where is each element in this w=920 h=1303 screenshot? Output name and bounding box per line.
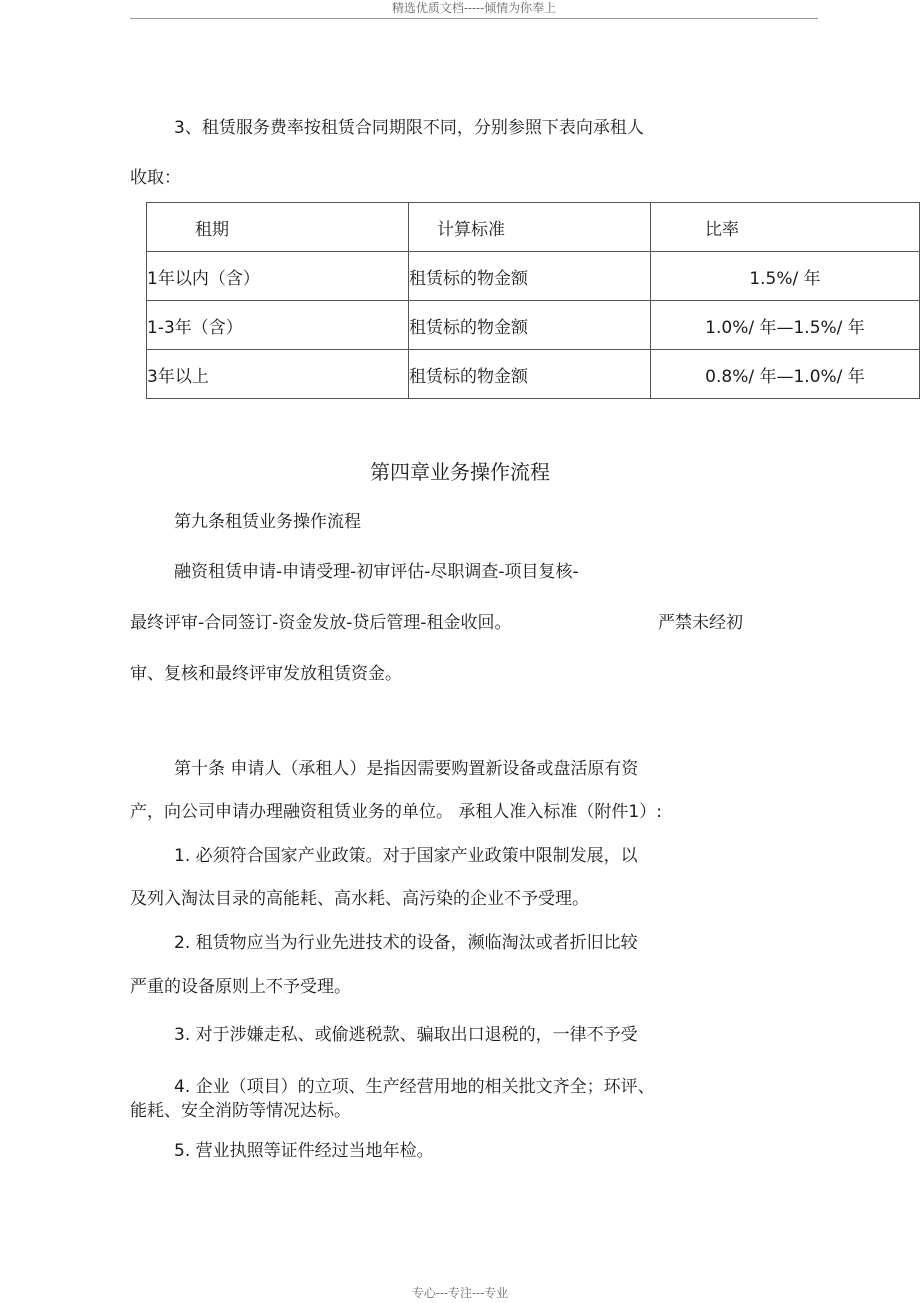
article10-line-1: 第十条 申请人（承租人）是指因需要购置新设备或盘活原有资: [174, 759, 639, 779]
cell-basis: 租赁标的物金额: [409, 252, 651, 301]
page-header: 精选优质文档-----倾情为你奉上: [130, 0, 818, 19]
page-footer: 专心---专注---专业: [411, 1286, 509, 1300]
cell-rate: 0.8%/ 年—1.0%/ 年: [651, 350, 920, 399]
criteria-item-2b: 严重的设备原则上不予受理。: [130, 977, 351, 997]
cell-term: 1年以内（含）: [147, 252, 409, 301]
cell-basis: 租赁标的物金额: [409, 301, 651, 350]
article9-line-3: 审、复核和最终评审发放租赁资金。: [130, 664, 402, 684]
intro-line-1: 3、租赁服务费率按租赁合同期限不同，分别参照下表向承租人: [174, 118, 644, 138]
article9-line-2a: 最终评审-合同签订-资金发放-贷后管理-租金收回。: [130, 613, 512, 633]
fee-rate-table: [146, 202, 920, 399]
article10-line-2: 产，向公司申请办理融资租赁业务的单位。 承租人准入标准（附件1）:: [130, 802, 662, 822]
criteria-item-5: 5. 营业执照等证件经过当地年检。: [174, 1141, 434, 1161]
criteria-item-3: 3. 对于涉嫌走私、或偷逃税款、骗取出口退税的，一律不予受: [174, 1025, 638, 1045]
header-basis: 计算标准: [409, 203, 651, 252]
table-header-row: [147, 203, 920, 252]
header-term: 租期: [147, 203, 409, 252]
article9-title: 第九条租赁业务操作流程: [174, 512, 361, 532]
criteria-item-2a: 2. 租赁物应当为行业先进技术的设备，濒临淘汰或者折旧比较: [174, 933, 638, 953]
criteria-item-1b: 及列入淘汰目录的高能耗、高水耗、高污染的企业不予受理。: [130, 889, 589, 909]
cell-term: 3年以上: [147, 350, 409, 399]
cell-basis: 租赁标的物金额: [409, 350, 651, 399]
cell-rate: 1.5%/ 年: [651, 252, 920, 301]
criteria-item-4a: 4. 企业（项目）的立项、生产经营用地的相关批文齐全；环评、: [174, 1077, 655, 1097]
criteria-item-1a: 1. 必须符合国家产业政策。对于国家产业政策中限制发展，以: [174, 846, 638, 866]
article9-line-2b: 严禁未经初: [658, 613, 743, 633]
cell-term: 1-3年（含）: [147, 301, 409, 350]
intro-line-2: 收取：: [130, 168, 181, 188]
criteria-item-4b: 能耗、安全消防等情况达标。: [130, 1101, 351, 1121]
header-rate: 比率: [651, 203, 920, 252]
table-row: [147, 350, 920, 399]
cell-rate: 1.0%/ 年—1.5%/ 年: [651, 301, 920, 350]
table-row: [147, 252, 920, 301]
article9-line-1: 融资租赁申请-申请受理-初审评估-尽职调查-项目复核-: [174, 562, 579, 582]
chapter-title: 第四章业务操作流程: [370, 460, 550, 484]
table-row: [147, 301, 920, 350]
